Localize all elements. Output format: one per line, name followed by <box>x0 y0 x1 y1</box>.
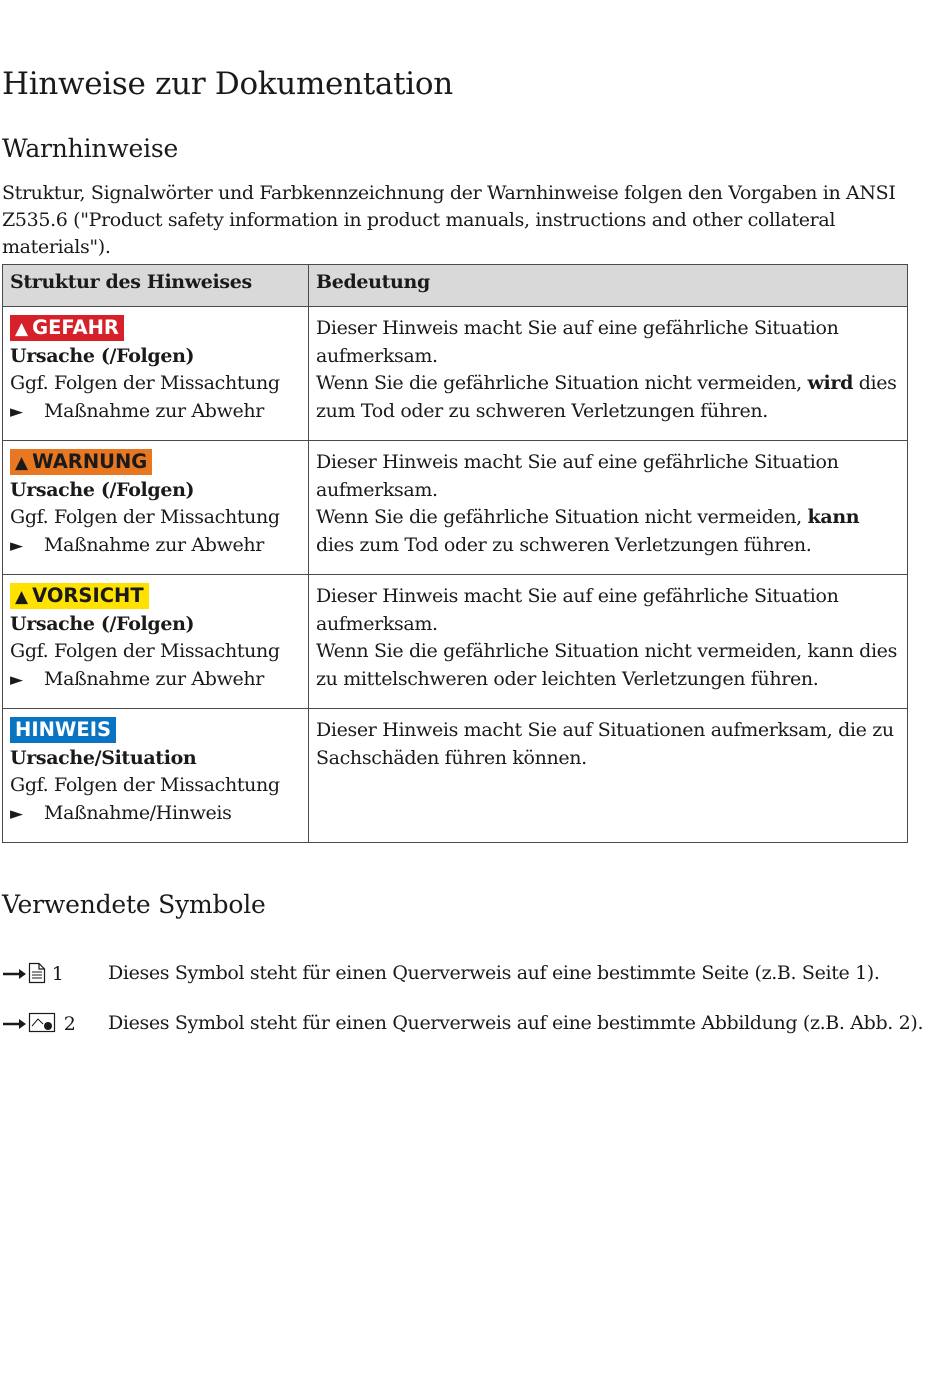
warnings-intro: Struktur, Signalwörter und Farbkennzeichnung der Warnhinweise folgen den Vorgaben in ANSI Z535.6 ("Product safety information in product manuals, instructions and other collateral materials"). <box>2 182 896 258</box>
meaning-text: Dieser Hinweis macht Sie auf eine gefährliche Situation aufmerksam. <box>316 317 839 367</box>
danger-badge <box>10 315 124 341</box>
pointer-arrow-icon: ► <box>10 401 23 422</box>
structure-cell <box>3 575 309 709</box>
consequence-text: Ggf. Folgen der Missachtung <box>10 774 280 796</box>
meaning-cell <box>309 307 908 441</box>
warning-structure-table <box>2 264 908 843</box>
page-title: Hinweise zur Dokumentation <box>2 66 453 102</box>
action-item <box>10 398 301 427</box>
badge-label: WARNUNG <box>32 450 148 473</box>
figure-ref-number: 2 <box>63 1013 76 1035</box>
table-row <box>3 307 908 441</box>
action-text: Maßnahme zur Abwehr <box>44 667 265 690</box>
meaning-emphasis: wird <box>807 372 854 394</box>
action-text: Maßnahme/Hinweis <box>44 801 232 824</box>
header-meaning: Bedeutung <box>309 265 908 307</box>
consequence-text: Ggf. Folgen der Missachtung <box>10 640 280 662</box>
warning-badge <box>10 449 152 475</box>
meaning-text: Dieser Hinweis macht Sie auf eine gefährliche Situation aufmerksam. <box>316 585 839 635</box>
badge-label: VORSICHT <box>32 584 144 607</box>
arrow-right-icon <box>2 964 28 984</box>
meaning-text-3: dies zum Tod oder zu schweren Verletzungen führen. <box>316 372 897 422</box>
meaning-text-2: Wenn Sie die gefährliche Situation nicht vermeiden, <box>316 506 808 528</box>
meaning-text-2: Wenn Sie die gefährliche Situation nicht vermeiden, <box>316 372 808 394</box>
action-text: Maßnahme zur Abwehr <box>44 533 265 556</box>
table-row <box>3 709 908 843</box>
action-item <box>10 666 301 695</box>
meaning-emphasis: kann <box>807 506 860 528</box>
cause-text: Ursache (/Folgen) <box>10 344 195 367</box>
cause-text: Ursache (/Folgen) <box>10 478 195 501</box>
table-row <box>3 575 908 709</box>
action-item <box>10 800 301 829</box>
consequence-text: Ggf. Folgen der Missachtung <box>10 372 280 394</box>
symbols-heading: Verwendete Symbole <box>2 890 266 919</box>
header-structure: Struktur des Hinweises <box>3 265 309 307</box>
arrow-right-icon <box>2 1014 28 1034</box>
pointer-arrow-icon: ► <box>10 803 23 824</box>
meaning-text: Dieser Hinweis macht Sie auf eine gefährliche Situation aufmerksam. <box>316 451 839 501</box>
structure-cell <box>3 441 309 575</box>
meaning-text-3: dies zum Tod oder zu schweren Verletzungen führen. <box>316 533 812 556</box>
meaning-text-2: Wenn Sie die gefährliche Situation nicht vermeiden, kann dies zu mittelschweren oder leichten Verletzungen führen. <box>316 640 897 690</box>
warning-triangle-icon: ▲ <box>15 587 29 607</box>
badge-label: GEFAHR <box>32 316 119 339</box>
action-item <box>10 532 301 561</box>
page-reference-icon <box>28 962 46 984</box>
consequence-text: Ggf. Folgen der Missachtung <box>10 506 280 528</box>
warning-triangle-icon: ▲ <box>15 453 29 473</box>
page-ref-number: 1 <box>51 963 64 985</box>
notice-badge <box>10 717 116 743</box>
action-text: Maßnahme zur Abwehr <box>44 399 265 422</box>
pointer-arrow-icon: ► <box>10 669 23 690</box>
warning-triangle-icon: ▲ <box>15 319 29 339</box>
table-row <box>3 441 908 575</box>
cause-text: Ursache (/Folgen) <box>10 612 195 635</box>
meaning-text: Dieser Hinweis macht Sie auf Situationen aufmerksam, die zu Sachschäden führen können. <box>316 719 894 769</box>
symbol-description: Dieses Symbol steht für einen Querverweis auf eine bestimmte Abbildung (z.B. Abb. 2). <box>108 1012 924 1034</box>
badge-label: HINWEIS <box>15 718 112 741</box>
meaning-cell <box>309 441 908 575</box>
figure-reference-icon <box>28 1012 58 1034</box>
table-header-row <box>3 265 908 307</box>
meaning-cell <box>309 709 908 843</box>
warnings-heading: Warnhinweise <box>2 134 179 163</box>
symbol-description: Dieses Symbol steht für einen Querverweis auf eine bestimmte Seite (z.B. Seite 1). <box>108 962 880 984</box>
structure-cell <box>3 307 309 441</box>
meaning-cell <box>309 575 908 709</box>
cause-text: Ursache/Situation <box>10 746 197 769</box>
pointer-arrow-icon: ► <box>10 535 23 556</box>
page-ref-marker <box>2 962 102 985</box>
figure-ref-marker <box>2 1012 102 1035</box>
caution-badge <box>10 583 149 609</box>
structure-cell <box>3 709 309 843</box>
